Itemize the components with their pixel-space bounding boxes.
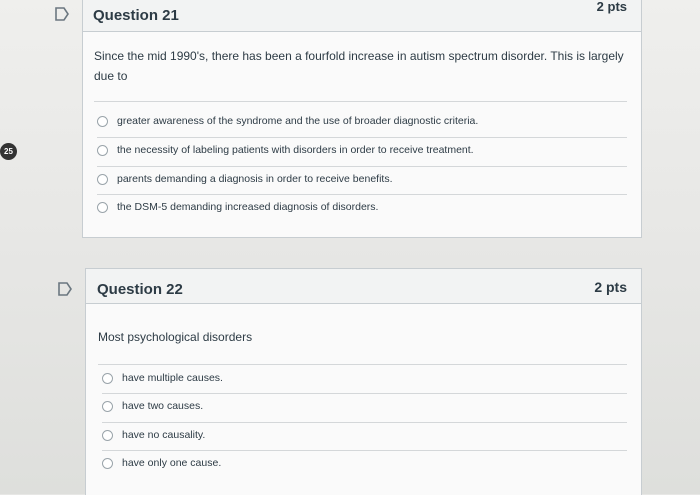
question-text: Most psychological disorders: [98, 330, 253, 344]
question-divider: [94, 101, 627, 102]
answer-label: have only one cause.: [122, 457, 222, 469]
question-card-22: [85, 268, 642, 495]
answer-label: have multiple causes.: [122, 372, 223, 384]
question-title: Question 22: [97, 281, 183, 298]
radio-button-icon[interactable]: [102, 430, 113, 441]
question-header-22: [86, 269, 641, 304]
question-points: 2 pts: [594, 279, 627, 295]
answer-label: the necessity of labeling patients with disorders in order to receive treatment.: [117, 144, 474, 156]
question-header-21: [83, 0, 641, 32]
question-number-badge: 25: [0, 143, 17, 160]
answer-label: have two causes.: [122, 400, 204, 412]
flag-question-icon[interactable]: [54, 7, 70, 21]
answer-label: have no causality.: [122, 429, 206, 441]
answer-label: the DSM-5 demanding increased diagnosis of disorders.: [117, 201, 379, 213]
question-points: 2 pts: [596, 0, 627, 14]
answer-option[interactable]: [102, 450, 627, 475]
answer-option[interactable]: [97, 166, 627, 191]
flag-question-icon[interactable]: [57, 282, 73, 296]
radio-button-icon[interactable]: [97, 145, 108, 156]
answer-option[interactable]: [97, 194, 627, 219]
radio-button-icon[interactable]: [102, 458, 113, 469]
answer-label: parents demanding a diagnosis in order to receive benefits.: [117, 173, 393, 185]
question-title: Question 21: [93, 7, 179, 24]
answer-option[interactable]: [97, 137, 627, 162]
answer-option[interactable]: [102, 367, 627, 389]
question-text: Since the mid 1990's, there has been a fourfold increase in autism spectrum disorder. This is largely due to: [94, 49, 624, 83]
radio-button-icon[interactable]: [97, 116, 108, 127]
answer-option[interactable]: [102, 422, 627, 447]
question-divider: [98, 364, 627, 365]
radio-button-icon[interactable]: [97, 202, 108, 213]
question-card-21: [82, 0, 642, 238]
answer-option[interactable]: [97, 110, 627, 132]
answer-option[interactable]: [102, 393, 627, 418]
radio-button-icon[interactable]: [102, 373, 113, 384]
radio-button-icon[interactable]: [97, 174, 108, 185]
answer-label: greater awareness of the syndrome and the use of broader diagnostic criteria.: [117, 115, 479, 127]
radio-button-icon[interactable]: [102, 401, 113, 412]
